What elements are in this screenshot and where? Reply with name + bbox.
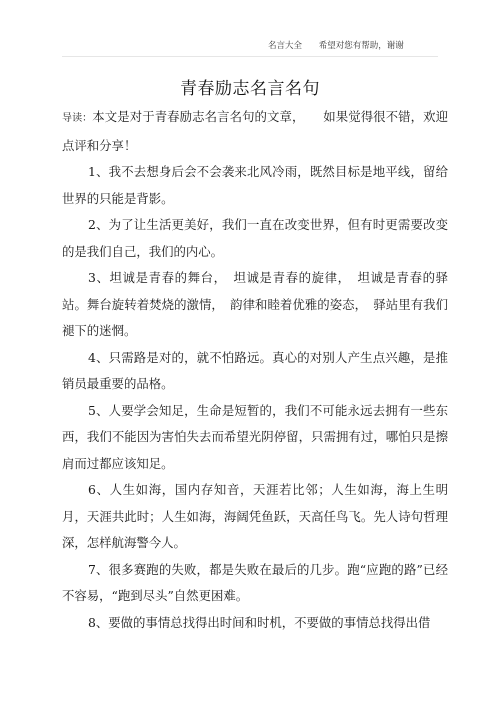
quote-paragraph-7: 7、很多赛跑的失败，都是失败在最后的几步。跑“应跑的路”已经不容易，“跑到尽头”自然更困难。	[62, 561, 448, 603]
quote-paragraph-1: 1、我不去想身后会不会袭来北风冷雨，既然目标是地平线，留给世界的只能是背影。	[62, 164, 448, 206]
header-note: 希望对您有帮助，谢谢	[318, 41, 404, 51]
page-header	[268, 39, 404, 51]
header-site-name: 名言大全	[268, 41, 303, 51]
intro-label: 导读：	[62, 113, 93, 124]
header-divider	[62, 56, 438, 57]
document-title: 青春励志名言名句	[180, 79, 320, 99]
intro-paragraph	[62, 104, 448, 159]
quote-paragraph-5: 5、人要学会知足，生命是短暂的，我们不可能永远去拥有一些东西，我们不能因为害怕失去而希望光阴停留，只需拥有过，哪怕只是擦肩而过都应该知足。	[62, 402, 448, 471]
quote-paragraph-8: 8、要做的事情总找得出时间和时机，不要做的事情总找得出借	[88, 614, 431, 630]
document-body	[62, 104, 448, 636]
quote-paragraph-4: 4、只需路是对的，就不怕路远。真心的对别人产生点兴趣，是推销员最重要的品格。	[62, 349, 448, 391]
intro-text: 本文是对于青春励志名言名句的文章， 如果觉得很不错，欢迎点评和分享！	[62, 109, 448, 153]
quote-paragraph-2: 2、为了让生活更美好，我们一直在改变世界，但有时更需要改变的是我们自己，我们的内心。	[62, 217, 448, 259]
quote-paragraph-6: 6、人生如海，国内存知音，天涯若比邻；人生如海，海上生明月，天涯共此时；人生如海，海阔凭鱼跃，天高任鸟飞。先人诗句哲理深，怎样航海警今人。	[62, 482, 448, 550]
quote-paragraph-3: 3、坦诚是青春的舞台， 坦诚是青春的旋律， 坦诚是青春的驿站。舞台旋转着焚烧的激情， 韵律和睦着优雅的姿态， 驿站里有我们褪下的迷惘。	[62, 270, 448, 338]
